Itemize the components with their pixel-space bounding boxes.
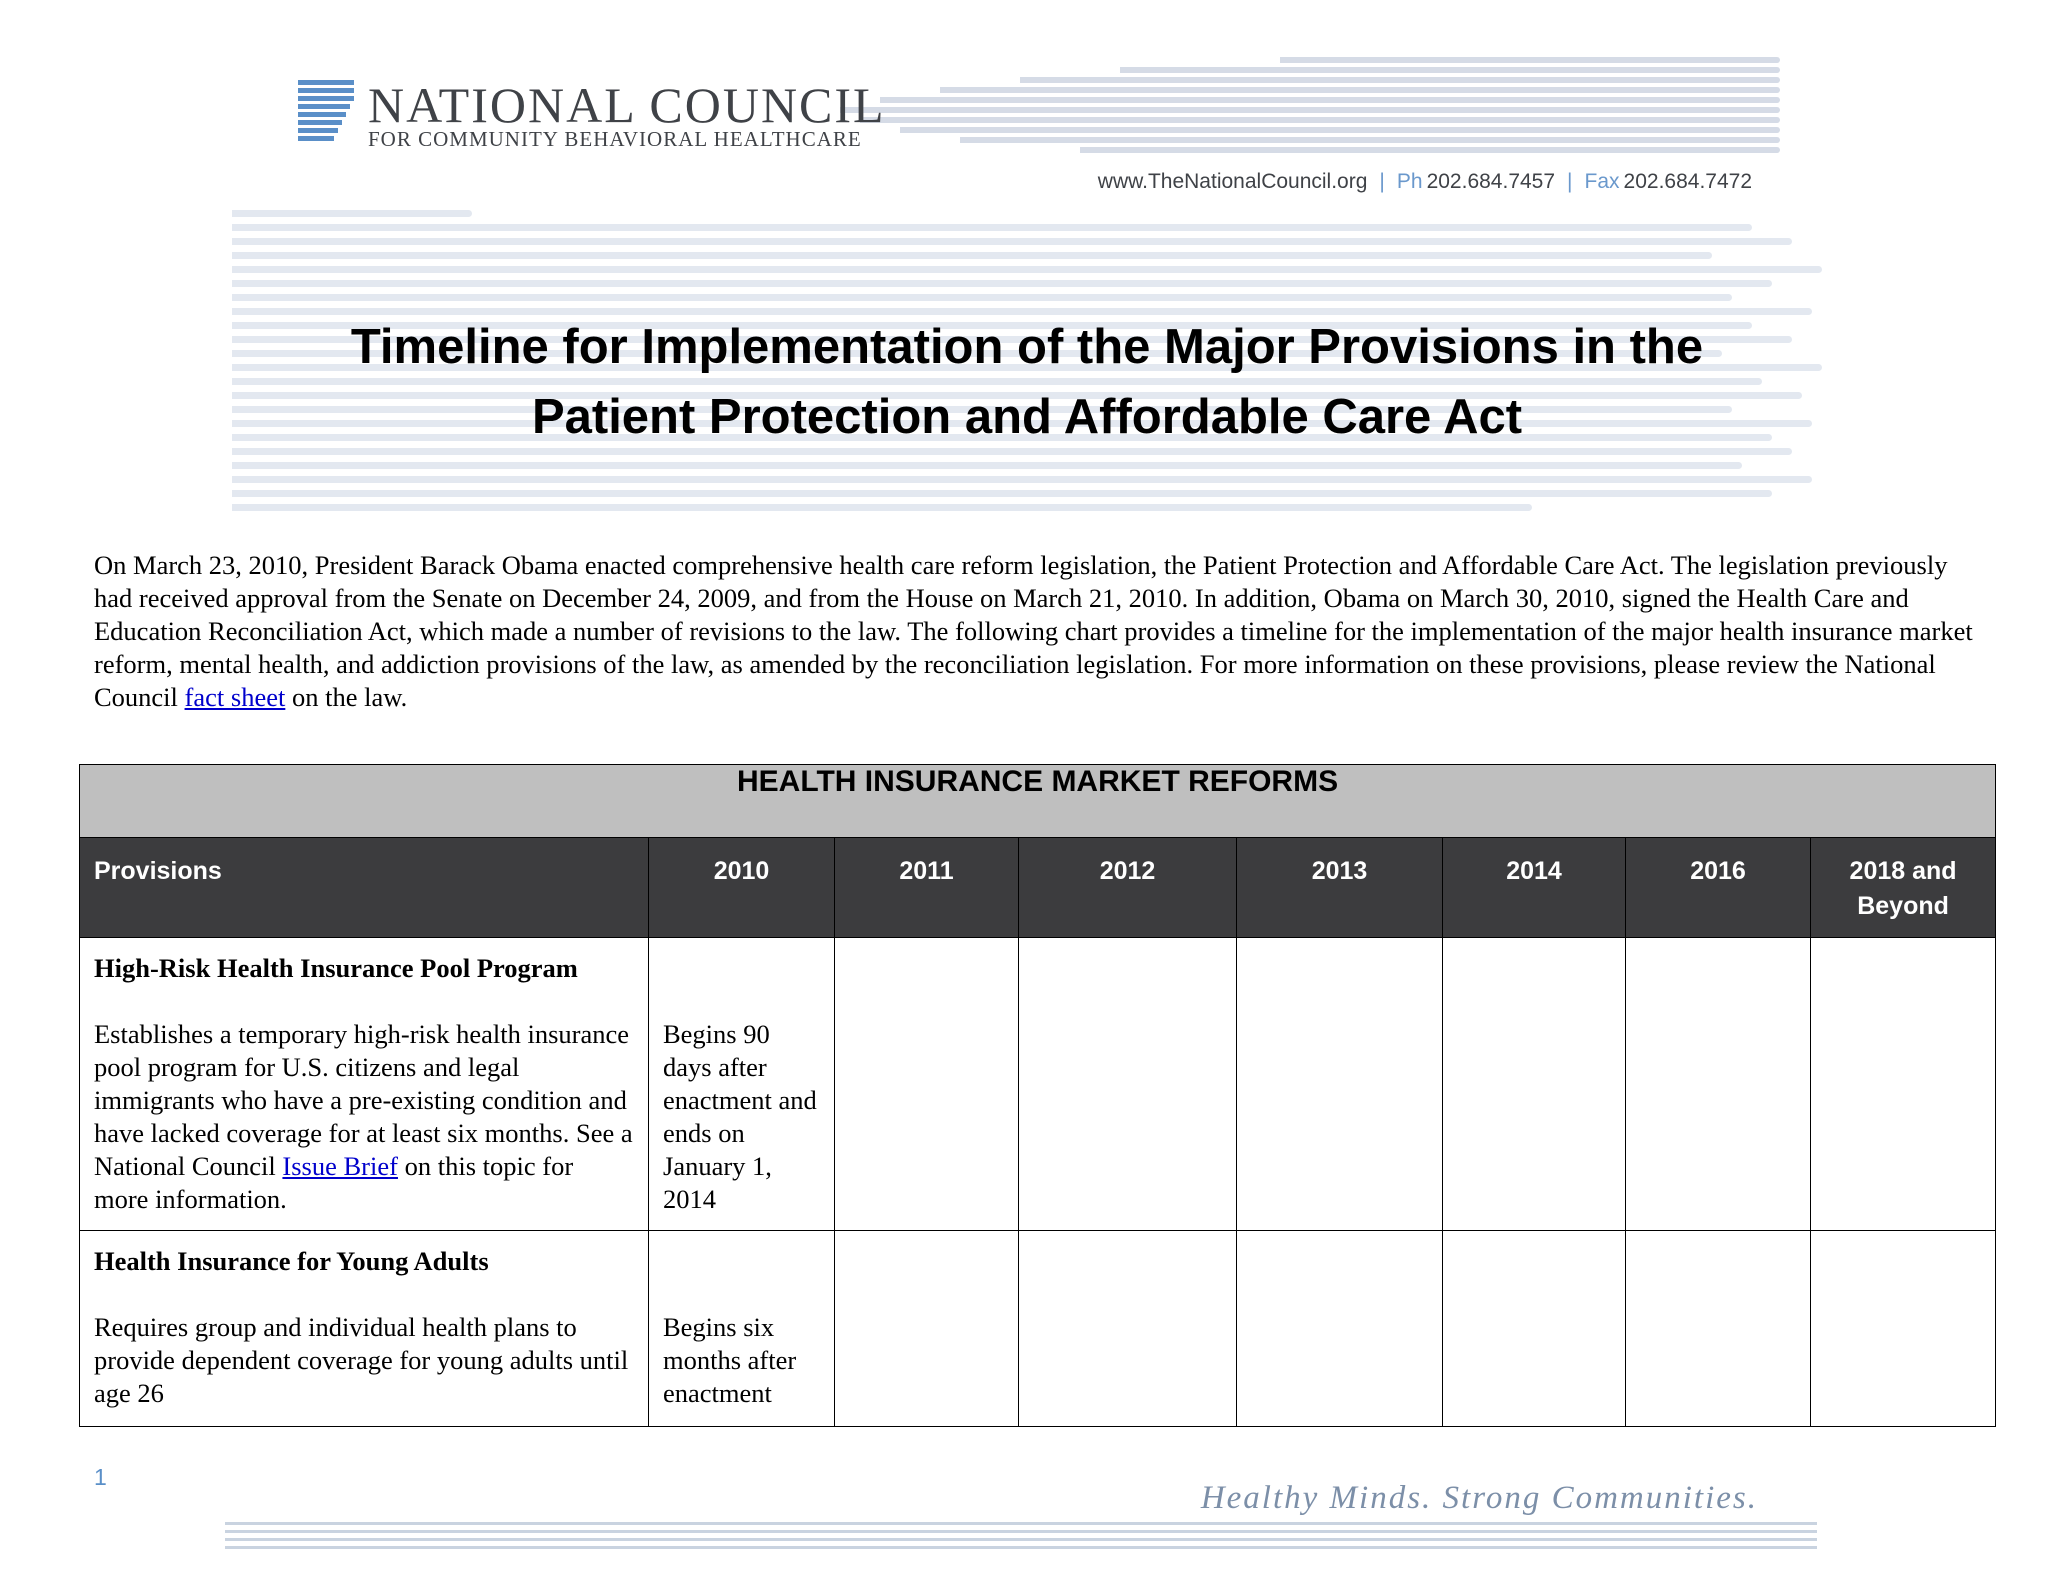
letterhead <box>0 0 2048 520</box>
timeline-cell <box>1019 1231 1237 1427</box>
logo-name: NATIONAL COUNCIL <box>368 77 886 133</box>
issue-brief-link[interactable]: Issue Brief <box>282 1151 398 1181</box>
timeline-cell <box>1811 1231 1996 1427</box>
provision-title: High-Risk Health Insurance Pool Program <box>94 953 578 983</box>
provision-cell <box>80 938 649 1231</box>
provision-description: Requires group and individual health plans to provide dependent coverage for young adults until age 26 <box>94 1312 629 1408</box>
column-header: 2010 <box>649 838 835 938</box>
website-link[interactable]: www.TheNationalCouncil.org <box>1097 170 1368 193</box>
column-header: 2012 <box>1019 838 1237 938</box>
timeline-cell <box>1019 938 1237 1231</box>
fax-label: Fax <box>1584 170 1620 193</box>
column-header: Provisions <box>80 838 649 938</box>
phone-label: Ph <box>1396 170 1423 193</box>
column-header: 2016 <box>1626 838 1811 938</box>
column-header-row <box>80 838 1996 938</box>
timeline-cell <box>835 1231 1019 1427</box>
timeline-cell <box>1626 1231 1811 1427</box>
timeline-cell <box>1237 938 1443 1231</box>
market-reforms-table <box>79 764 1996 1427</box>
table-row <box>80 938 1996 1231</box>
timeline-cell-2010: Begins 90 days after enactment and ends on January 1, 2014 <box>649 938 835 1231</box>
title-line-1: Timeline for Implementation of the Major Provisions in the <box>350 320 1704 374</box>
decorative-stripes-top <box>820 55 1780 155</box>
timeline-cell <box>835 938 1019 1231</box>
title-line-2: Patient Protection and Affordable Care Act <box>531 390 1523 444</box>
table-row <box>80 1231 1996 1427</box>
fax-number: 202.684.7472 <box>1623 170 1752 193</box>
logo-mark-icon <box>298 80 354 146</box>
separator: | <box>1379 170 1385 193</box>
separator: | <box>1567 170 1573 193</box>
timeline-cell <box>1443 938 1626 1231</box>
document-title <box>232 312 1822 452</box>
timeline-cell <box>1237 1231 1443 1427</box>
footer-stripes <box>225 1522 1817 1556</box>
timeline-cell <box>1811 938 1996 1231</box>
provision-cell <box>80 1231 649 1427</box>
column-header: 2011 <box>835 838 1019 938</box>
logo-subtitle: FOR COMMUNITY BEHAVIORAL HEALTHCARE <box>368 127 862 151</box>
contact-line <box>1098 170 1752 194</box>
column-header: 2014 <box>1443 838 1626 938</box>
section-title: HEALTH INSURANCE MARKET REFORMS <box>80 765 1996 838</box>
phone-number: 202.684.7457 <box>1426 170 1556 193</box>
fact-sheet-link[interactable]: fact sheet <box>184 682 286 712</box>
column-header: 2013 <box>1237 838 1443 938</box>
page-number: 1 <box>94 1464 107 1490</box>
footer-tagline: Healthy Minds. Strong Communities. <box>1200 1480 1758 1516</box>
column-header: 2018 and Beyond <box>1811 838 1996 938</box>
timeline-cell <box>1626 938 1811 1231</box>
national-council-logo <box>298 77 886 151</box>
timeline-cell <box>1443 1231 1626 1427</box>
provision-description: Establishes a temporary high-risk health insurance pool program for U.S. citizens and legal immigrants who have a pre-existing condition and have lacked coverage for at least six months. See a National Council Issue Brief on this topic for more information. <box>94 1019 633 1214</box>
provision-title: Health Insurance for Young Adults <box>94 1246 489 1276</box>
intro-paragraph: On March 23, 2010, President Barack Obama enacted comprehensive health care reform legislation, the Patient Protection and Affordable Care Act. The legislation previously had received approval from the Senate on December 24, 2009, and from the House on March 21, 2010. In addition, Obama on March 30, 2010, signed the Health Care and Education Reconciliation Act, which made a number of revisions to the law. The following chart provides a timeline for the implementation of the major health insurance market reform, mental health, and addiction provisions of the law, as amended by the reconciliation legislation. For more information on these provisions, please review the National Council fact sheet on the law. <box>94 550 1973 712</box>
timeline-cell-2010: Begins six months after enactment <box>649 1231 835 1427</box>
